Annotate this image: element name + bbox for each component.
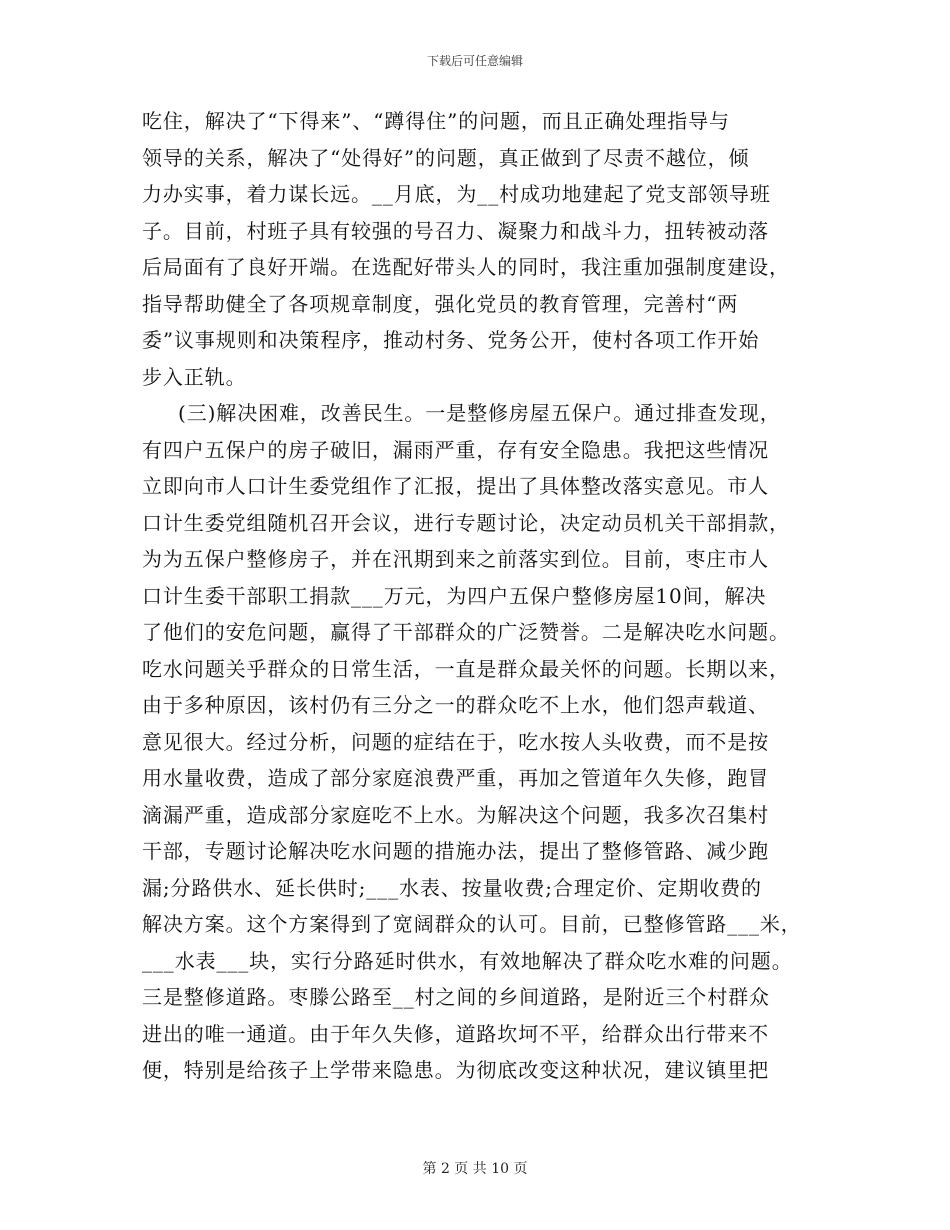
text-line: 有四户五保户的房子破旧，漏雨严重，存有安全隐患。我把这些情况 xyxy=(142,437,769,462)
text-line: 三是整修道路。枣滕公路至__村之间的乡间道路，是附近三个村群众 xyxy=(142,985,770,1009)
text-line: 吃水问题关乎群众的日常生活，一直是群众最关怀的问题。长期以来， xyxy=(142,656,790,681)
text-line: 用水量收费，造成了部分家庭浪费严重，再加之管道年久失修，跑冒 xyxy=(142,766,769,790)
document-body xyxy=(142,103,807,1089)
text-line: 子。目前，村班子具有较强的号召力、凝聚力和战斗力，扭转被动落 xyxy=(142,218,769,243)
text-line: 吃住，解决了“下得来”、“蹲得住”的问题，而且正确处理指导与 xyxy=(142,109,730,133)
text-line: 领导的关系，解决了“处得好”的问题，真正做到了尽责不越位，倾 xyxy=(142,145,750,170)
paragraph-start-line: (三)解决困难，改善民生。一是整修房屋五保户。通过排查发现， xyxy=(178,401,781,425)
text-line: 后局面有了良好开端。在选配好带头人的同时，我注重加强制度建设， xyxy=(142,255,790,279)
text-line: 便，特别是给孩子上学带来隐患。为彻底改变这种状况，建议镇里把 xyxy=(142,1058,769,1082)
text-line: 漏;分路供水、延长供时;___水表、按量收费;合理定价、定期收费的 xyxy=(142,875,762,900)
text-line: 滴漏严重，造成部分家庭吃不上水。为解决这个问题，我多次召集村 xyxy=(142,802,769,827)
text-line: 步入正轨。 xyxy=(142,364,247,389)
text-line: 了他们的安危问题，赢得了干部群众的广泛赞誉。二是解决吃水问题。 xyxy=(142,620,790,644)
text-line: 干部，专题讨论解决吃水问题的措施办法，提出了整修管路、减少跑 xyxy=(142,839,769,863)
text-line: 意见很大。经过分析，问题的症结在于，吃水按人头收费，而不是按 xyxy=(142,729,769,754)
text-line: 口计生委干部职工捐款___万元，为四户五保户整修房屋10间，解决 xyxy=(142,583,767,608)
text-line: 由于多种原因，该村仍有三分之一的群众吃不上水，他们怨声载道、 xyxy=(142,693,769,717)
text-line: 委”议事规则和决策程序，推动村务、党务公开，使村各项工作开始 xyxy=(142,328,760,352)
page-number: 第 2 页 共 10 页 xyxy=(422,1161,528,1177)
text-line: 为为五保户整修房子，并在汛期到来之前落实到位。目前，枣庄市人 xyxy=(142,547,769,571)
text-line: 口计生委党组随机召开会议，进行专题讨论，决定动员机关干部捐款， xyxy=(142,510,790,535)
text-line: 进出的唯一通道。由于年久失修，道路坎坷不平，给群众出行带来不 xyxy=(142,1021,769,1046)
text-line: ___水表___块，实行分路延时供水，有效地解决了群众吃水难的问题。 xyxy=(142,948,793,973)
text-line: 立即向市人口计生委党组作了汇报，提出了具体整改落实意见。市人 xyxy=(142,474,769,498)
text-line: 力办实事，着力谋长远。__月底，为__村成功地建起了党支部领导班 xyxy=(142,182,771,206)
text-line: 解决方案。这个方案得到了宽阔群众的认可。目前，已整修管路___米， xyxy=(142,912,802,936)
page-header: 下载后可任意编辑 xyxy=(426,54,523,68)
text-line: 指导帮助健全了各项规章制度，强化党员的教育管理，完善村“两 xyxy=(142,291,739,316)
